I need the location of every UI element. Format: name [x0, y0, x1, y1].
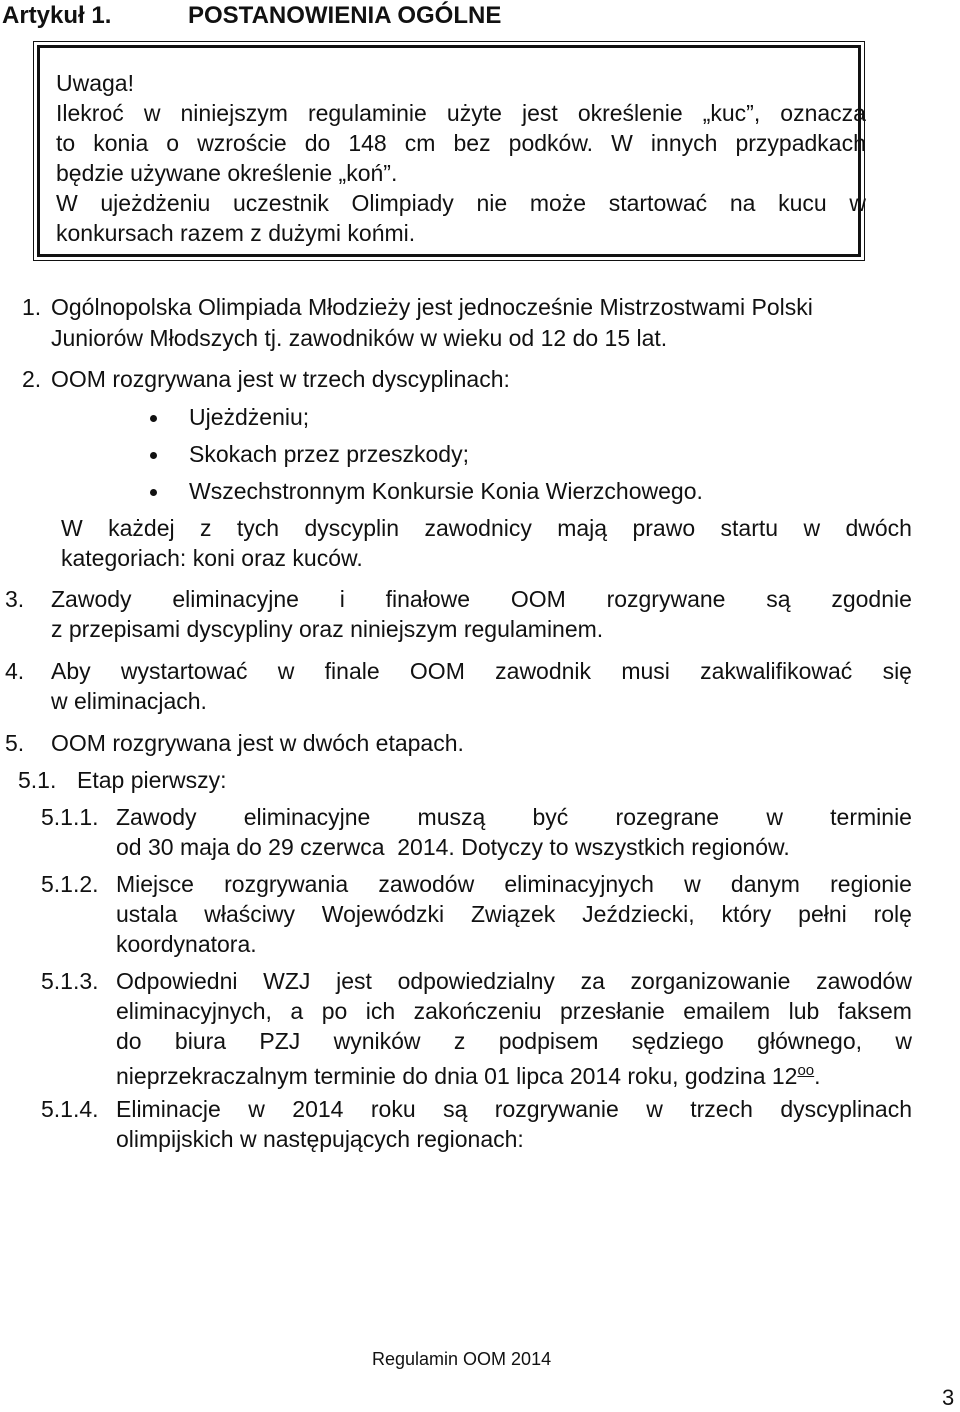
word: każdej	[108, 515, 175, 541]
word: lub	[788, 998, 820, 1024]
word: faksem	[837, 998, 912, 1024]
paragraph-line	[116, 899, 912, 929]
word: i	[339, 586, 345, 612]
word: eliminacyjne	[172, 586, 299, 612]
notice-box	[37, 45, 866, 257]
word: trzech	[690, 1096, 753, 1122]
notice-line	[56, 188, 866, 218]
word: za	[580, 968, 605, 994]
word: sędziego	[631, 1028, 724, 1054]
paragraph-line	[51, 656, 912, 686]
paragraph-number: 5.1.4.	[41, 1096, 99, 1122]
word: W	[61, 515, 83, 541]
word: na	[729, 190, 756, 216]
paragraph-5-1	[0, 765, 912, 795]
paragraph-5-1-2	[0, 869, 912, 959]
word: zawodnik	[495, 658, 592, 684]
word: musi	[621, 658, 670, 684]
word: finale	[324, 658, 380, 684]
word: prawo	[632, 515, 696, 541]
word: są	[443, 1096, 468, 1122]
word: W	[56, 190, 78, 216]
word: WZJ	[263, 968, 311, 994]
word: Zawody	[116, 804, 197, 830]
word: z	[199, 515, 212, 541]
word: OOM	[510, 586, 566, 612]
paragraph-line: w eliminacjach.	[51, 688, 207, 714]
word: wyników	[333, 1028, 421, 1054]
word: to	[56, 130, 76, 156]
word: finałowe	[385, 586, 471, 612]
word: ich	[365, 998, 396, 1024]
word: Ilekroć	[56, 100, 124, 126]
notice-line: konkursach razem z dużymi końmi.	[56, 220, 416, 246]
word: regulaminie	[307, 100, 427, 126]
word: PZJ	[259, 1028, 301, 1054]
paragraph-number: 2.	[22, 366, 42, 392]
word: zorganizowanie	[630, 968, 791, 994]
paragraph-line	[116, 966, 912, 996]
word: pełni	[798, 901, 847, 927]
paragraph-line: z przepisami dyscypliny oraz niniejszym regulaminem.	[51, 616, 604, 642]
paragraph-line	[116, 1094, 912, 1124]
word: po	[321, 998, 348, 1024]
notice-line: będzie używane określenie „koń”.	[56, 160, 398, 186]
word: konia	[93, 130, 149, 156]
word: eliminacyjne	[243, 804, 371, 830]
word: się	[882, 658, 912, 684]
word: w	[143, 100, 161, 126]
article-heading	[2, 2, 501, 30]
line-end: .	[814, 1063, 821, 1089]
word: w	[248, 1096, 265, 1122]
paragraph-line: OOM rozgrywana jest w dwóch etapach.	[51, 730, 464, 756]
word: jest	[521, 100, 558, 126]
paragraph-5-1-3	[0, 966, 912, 1088]
word: zakwalifikować	[700, 658, 853, 684]
word: określenie	[577, 100, 683, 126]
paragraph-line: olimpijskich w następujących regionach:	[116, 1126, 524, 1152]
word: oznacza	[780, 100, 866, 126]
word: rozgrywanie	[494, 1096, 619, 1122]
word: rozegrane	[615, 804, 720, 830]
word: zgodnie	[831, 586, 912, 612]
word: Związek	[470, 901, 556, 927]
word: 2014	[292, 1096, 344, 1122]
word: podków.	[508, 130, 594, 156]
paragraph-1	[0, 292, 912, 352]
word: bez	[453, 130, 491, 156]
word: nie	[476, 190, 508, 216]
word: a	[290, 998, 304, 1024]
bullet-dot	[150, 452, 157, 459]
word: uczestnik	[233, 190, 329, 216]
word: „kuc”,	[702, 100, 761, 126]
paragraph-number: 4.	[5, 658, 25, 684]
word: terminie	[830, 804, 912, 830]
paragraph-line: Etap pierwszy:	[77, 767, 227, 793]
word: dyscyplinach	[780, 1096, 912, 1122]
word: 148	[348, 130, 387, 156]
paragraph-line: Juniorów Młodszych tj. zawodników w wieku od 12 do 15 lat.	[51, 325, 668, 351]
word: eliminacyjnych	[504, 871, 654, 897]
word: niniejszym	[180, 100, 288, 126]
word: dwóch	[845, 515, 912, 541]
word: Aby	[51, 658, 91, 684]
word: w	[849, 190, 866, 216]
paragraph-2	[0, 364, 912, 571]
word: Zawody	[51, 586, 132, 612]
word: być	[532, 804, 569, 830]
word: kucu	[778, 190, 827, 216]
word: w	[646, 1096, 663, 1122]
word: z	[453, 1028, 466, 1054]
word: który	[721, 901, 772, 927]
bullet-text: Wszechstronnym Konkursie Konia Wierzchowego.	[189, 478, 703, 504]
word: muszą	[417, 804, 486, 830]
paragraph-line	[116, 996, 912, 1026]
paragraph-line: od 30 maja do 29 czerwca 2014. Dotyczy to wszystkich regionów.	[116, 834, 790, 860]
paragraph-4	[0, 656, 912, 716]
notice-line: Uwaga!	[56, 70, 134, 96]
word: użyte	[446, 100, 502, 126]
word: rozgrywania	[224, 871, 349, 897]
word: wystartować	[120, 658, 248, 684]
superscript-minutes: oo	[797, 1062, 815, 1079]
word: może	[529, 190, 587, 216]
word: do	[304, 130, 331, 156]
paragraph-3	[0, 584, 912, 644]
word: w	[895, 1028, 912, 1054]
word: startować	[608, 190, 708, 216]
paragraph-line: koordynatora.	[116, 931, 257, 957]
word: właściwy	[204, 901, 295, 927]
word: emailem	[683, 998, 771, 1024]
article-number: Artykuł 1.	[2, 2, 112, 29]
word: o	[166, 130, 180, 156]
bullet-text: Skokach przez przeszkody;	[189, 441, 469, 467]
paragraph-number: 5.1.	[18, 767, 57, 793]
word: Wojewódzki	[321, 901, 445, 927]
bullet-dot	[150, 415, 157, 422]
word: Odpowiedni	[116, 968, 238, 994]
word: są	[766, 586, 791, 612]
paragraph-5	[0, 728, 912, 758]
paragraph-number: 3.	[5, 586, 25, 612]
paragraph-line	[116, 869, 912, 899]
word: roku	[370, 1096, 416, 1122]
word: Eliminacje	[116, 1096, 221, 1122]
paragraph-line	[51, 584, 912, 614]
word: innych	[650, 130, 718, 156]
word: regionie	[830, 871, 912, 897]
word: przypadkach	[735, 130, 866, 156]
word: w	[684, 871, 701, 897]
word: Miejsce	[116, 871, 194, 897]
paragraph-line	[116, 1056, 912, 1089]
word: eliminacyjnych,	[116, 998, 272, 1024]
word: przesłanie	[559, 998, 665, 1024]
word: ustala	[116, 901, 178, 927]
word: podpisem	[498, 1028, 599, 1054]
notice-line	[56, 98, 866, 128]
word: jest	[336, 968, 372, 994]
word: w	[277, 658, 295, 684]
paragraph-number: 5.1.3.	[41, 968, 99, 994]
word: zawodów	[378, 871, 475, 897]
word: wzroście	[197, 130, 287, 156]
page-number: 3	[942, 1385, 955, 1410]
paragraph-line	[116, 1026, 912, 1056]
word: Jeździecki,	[582, 901, 695, 927]
word: głównego,	[757, 1028, 863, 1054]
bullet-dot	[150, 489, 157, 496]
paragraph-5-1-4	[0, 1094, 912, 1154]
word: do	[116, 1028, 142, 1054]
word: OOM	[409, 658, 465, 684]
word: zakończeniu	[413, 998, 542, 1024]
word: zawodnicy	[424, 515, 532, 541]
word: startu	[720, 515, 779, 541]
word: cm	[404, 130, 436, 156]
paragraph-line: Ogólnopolska Olimpiada Młodzieży jest jednocześnie Mistrzostwami Polski	[51, 294, 813, 320]
word: w	[803, 515, 821, 541]
word: odpowiedzialny	[397, 968, 555, 994]
word: tych	[236, 515, 280, 541]
word: danym	[730, 871, 800, 897]
footer-text: Regulamin OOM 2014	[372, 1349, 552, 1369]
paragraph-number: 5.1.1.	[41, 804, 99, 830]
word: ujeżdżeniu	[100, 190, 211, 216]
line-text: nieprzekraczalnym terminie do dnia 01 lipca 2014 roku, godzina 12	[116, 1063, 798, 1089]
word: W	[611, 130, 633, 156]
notice-line	[56, 128, 866, 158]
word: mają	[557, 515, 608, 541]
bullet-text: Ujeżdżeniu;	[189, 404, 310, 430]
word: dyscyplin	[304, 515, 400, 541]
word: Olimpiady	[351, 190, 454, 216]
word: zawodów	[816, 968, 912, 994]
paragraph-line: kategoriach: koni oraz kuców.	[61, 545, 363, 571]
word: rolę	[873, 901, 912, 927]
paragraph-number: 5.1.2.	[41, 871, 99, 897]
paragraph-number: 5.	[5, 730, 25, 756]
paragraph-5-1-1	[0, 802, 912, 862]
word: w	[766, 804, 783, 830]
paragraph-line	[61, 513, 912, 543]
paragraph-line: OOM rozgrywana jest w trzech dyscyplinach:	[51, 366, 510, 392]
word: rozgrywane	[606, 586, 726, 612]
paragraph-number: 1.	[22, 294, 42, 320]
article-title: POSTANOWIENIA OGÓLNE	[188, 2, 502, 29]
word: biura	[174, 1028, 227, 1054]
paragraph-line	[116, 802, 912, 832]
